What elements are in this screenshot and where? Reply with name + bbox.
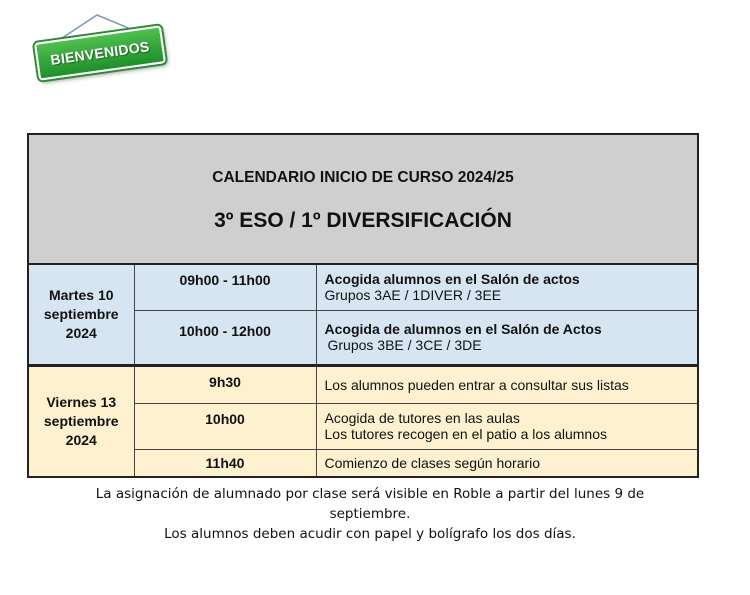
activity-detail: Comienzo de clases según horario [324,454,541,471]
schedule-subtitle: 3º ESO / 1º DIVERSIFICACIÓN [214,209,512,232]
schedule-table [27,133,699,478]
time-cell: 10h00 - 12h00 [134,310,316,365]
activity-detail: Grupos 3AE / 1DIVER / 3EE [324,287,502,304]
activity-detail: Grupos 3BE / 3CE / 3DE [327,337,482,353]
activity-cell [316,264,698,310]
time-cell: 9h30 [134,365,316,403]
welcome-sign [30,10,170,82]
day-cell-viernes [28,365,134,477]
activity-title: Acogida alumnos en el Salón de actos [324,271,580,288]
schedule-title: CALENDARIO INICIO DE CURSO 2024/25 [212,169,514,186]
day-cell-martes [28,264,134,365]
activity-cell [316,310,698,365]
day-label-line: Viernes 13 [46,393,117,410]
footer-note [40,484,700,544]
note-line: Los alumnos deben acudir con papel y bolígrafo los dos días. [164,526,576,542]
time-cell: 11h40 [134,449,316,477]
schedule-header [28,134,698,264]
note-line: La asignación de alumnado por clase será visible en Roble a partir del lunes 9 de [95,486,645,502]
day-label-line: 2024 [65,324,97,341]
activity-cell [316,449,698,477]
day-label-line: septiembre [43,412,119,429]
note-line: septiembre. [329,506,411,522]
day-label-line: septiembre [43,305,119,322]
activity-title: Acogida de alumnos en el Salón de Actos [324,321,602,337]
time-cell: 09h00 - 11h00 [134,264,316,310]
activity-detail: Acogida de tutores en las aulas [324,410,520,426]
day-label-line: 2024 [65,431,97,448]
time-cell: 10h00 [134,403,316,449]
welcome-sign-label: BIENVENIDOS [34,25,166,80]
table-row [28,365,698,403]
activity-detail: Los tutores recogen en el patio a los alumnos [324,426,608,442]
day-label-line: Martes 10 [48,286,114,303]
activity-cell [316,403,698,449]
table-row [28,264,698,310]
activity-detail: Los alumnos pueden entrar a consultar sus listas [324,376,629,393]
activity-cell [316,365,698,403]
